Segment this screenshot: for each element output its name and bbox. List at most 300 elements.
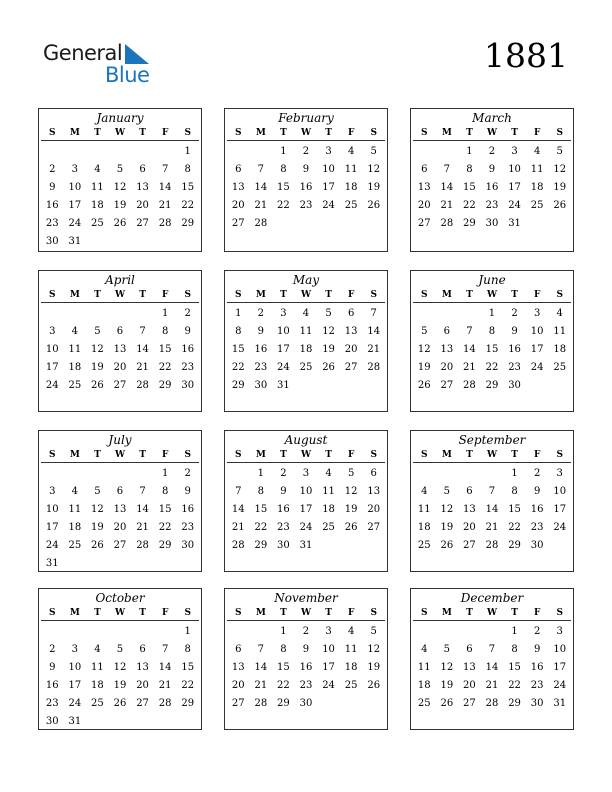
logo-general-text: General (43, 41, 123, 65)
general-blue-logo (43, 40, 153, 88)
day-cell: 30 (45, 716, 59, 727)
day-cell: 23 (485, 200, 499, 211)
day-cell: 28 (463, 380, 476, 391)
day-cell: 7 (161, 164, 169, 175)
day-cell: 26 (322, 362, 335, 373)
day-cell: 15 (508, 504, 521, 515)
day-cell: 11 (553, 326, 567, 337)
day-cell: 1 (184, 146, 191, 157)
day-cell: 5 (421, 326, 428, 337)
day-cell: 4 (94, 644, 101, 655)
day-cell: 18 (530, 182, 544, 193)
day-cell: 15 (158, 504, 172, 515)
day-cell: 28 (136, 380, 149, 391)
empty-day-cell (64, 623, 87, 641)
day-cell: 16 (508, 344, 521, 355)
day-cell: 17 (508, 182, 521, 193)
day-cell: 8 (511, 486, 518, 497)
empty-day-cell (436, 305, 459, 323)
day-cell: 13 (231, 182, 245, 193)
day-cell: 15 (508, 662, 521, 673)
weekday-label: S (556, 450, 563, 460)
day-cell: 22 (158, 362, 172, 373)
day-cell: 24 (68, 218, 82, 229)
day-cell: 7 (443, 164, 451, 175)
empty-day-cell (109, 143, 132, 161)
day-cell: 26 (91, 540, 104, 551)
day-cell: 25 (553, 362, 567, 373)
day-cell: 9 (533, 644, 541, 655)
day-cell: 27 (231, 218, 245, 229)
weekday-label: F (347, 290, 355, 300)
weekday-label: S (235, 450, 242, 460)
day-cell: 8 (235, 326, 242, 337)
day-cell: 11 (344, 644, 358, 655)
day-cell: 7 (257, 164, 265, 175)
day-cell: 1 (235, 308, 242, 319)
day-cell: 8 (488, 326, 496, 337)
day-cell: 10 (322, 644, 335, 655)
day-cell: 20 (136, 680, 149, 691)
weekday-label: F (161, 608, 169, 618)
day-cell: 19 (417, 362, 431, 373)
day-cell: 13 (440, 344, 454, 355)
day-cell: 15 (463, 182, 476, 193)
day-cell: 5 (443, 644, 451, 655)
empty-day-cell (109, 623, 132, 641)
day-cell: 18 (68, 362, 82, 373)
month-name: January (96, 111, 144, 125)
day-cell: 27 (231, 698, 245, 709)
day-cell: 3 (556, 468, 563, 479)
weekday-label: S (421, 290, 428, 300)
day-cell: 3 (280, 308, 287, 319)
day-cell: 1 (488, 308, 496, 319)
day-cell: 17 (45, 522, 59, 533)
day-cell: 13 (344, 326, 358, 337)
day-cell: 8 (257, 486, 265, 497)
day-cell: 27 (440, 380, 454, 391)
weekday-label: S (421, 450, 428, 460)
page-title-year: 1881 (484, 36, 568, 75)
weekday-label: S (370, 128, 377, 138)
day-cell: 21 (231, 522, 245, 533)
weekday-label: F (347, 608, 355, 618)
day-cell: 14 (136, 504, 149, 515)
day-cell: 9 (184, 326, 191, 337)
weekday-label: S (49, 450, 56, 460)
day-grid (413, 465, 571, 555)
weekday-label: S (235, 608, 242, 618)
weekday-label: M (441, 290, 452, 300)
day-cell: 25 (322, 522, 335, 533)
weekday-label: T (511, 128, 518, 138)
weekday-header (227, 449, 385, 463)
day-cell: 8 (161, 486, 169, 497)
weekday-label: M (69, 128, 80, 138)
day-cell: 1 (280, 626, 287, 637)
day-cell: 13 (417, 182, 431, 193)
day-cell: 16 (530, 504, 544, 515)
day-cell: 27 (344, 362, 358, 373)
day-cell: 12 (440, 662, 454, 673)
weekday-label: T (325, 128, 332, 138)
day-cell: 14 (367, 326, 381, 337)
day-cell: 5 (94, 326, 101, 337)
day-cell: 26 (440, 698, 454, 709)
day-cell: 25 (91, 698, 104, 709)
month-august (224, 430, 388, 572)
month-july (38, 430, 202, 572)
day-cell: 22 (277, 680, 290, 691)
day-cell: 10 (68, 662, 82, 673)
weekday-label: F (533, 450, 541, 460)
day-cell: 14 (231, 504, 245, 515)
month-name: December (460, 591, 524, 605)
weekday-label: W (300, 290, 312, 300)
day-cell: 12 (553, 164, 567, 175)
day-cell: 15 (485, 344, 499, 355)
day-cell: 7 (488, 644, 496, 655)
weekday-label: S (556, 608, 563, 618)
day-grid (227, 305, 385, 395)
day-cell: 1 (257, 468, 265, 479)
day-cell: 23 (181, 522, 195, 533)
day-cell: 24 (45, 380, 59, 391)
day-cell: 16 (299, 182, 313, 193)
day-cell: 11 (91, 662, 104, 673)
day-cell: 20 (113, 522, 127, 533)
day-cell: 6 (421, 164, 428, 175)
day-cell: 9 (49, 662, 56, 673)
weekday-label: S (556, 128, 563, 138)
day-cell: 9 (302, 164, 310, 175)
day-grid (413, 623, 571, 713)
empty-day-cell (436, 465, 459, 483)
day-cell: 19 (91, 362, 104, 373)
day-cell: 26 (553, 200, 567, 211)
day-cell: 29 (508, 698, 521, 709)
empty-day-cell (131, 143, 154, 161)
day-cell: 11 (530, 164, 544, 175)
weekday-label: M (441, 128, 452, 138)
day-cell: 23 (530, 522, 544, 533)
day-cell: 7 (235, 486, 242, 497)
weekday-label: S (421, 608, 428, 618)
weekday-header (413, 127, 571, 141)
day-cell: 21 (254, 680, 268, 691)
day-cell: 8 (184, 644, 191, 655)
day-cell: 27 (136, 218, 149, 229)
logo-triangle-icon (125, 44, 149, 64)
day-grid (227, 465, 385, 555)
day-cell: 19 (344, 504, 358, 515)
day-cell: 31 (277, 380, 290, 391)
day-grid (41, 623, 199, 731)
day-cell: 21 (485, 680, 499, 691)
day-cell: 28 (254, 698, 268, 709)
day-cell: 2 (533, 468, 541, 479)
month-name: July (108, 433, 132, 447)
day-cell: 31 (68, 716, 82, 727)
day-cell: 19 (322, 344, 335, 355)
weekday-label: W (300, 128, 312, 138)
day-cell: 23 (530, 680, 544, 691)
weekday-label: T (280, 290, 287, 300)
day-cell: 14 (158, 182, 172, 193)
weekday-label: S (421, 128, 428, 138)
day-cell: 4 (421, 644, 428, 655)
day-cell: 21 (463, 362, 476, 373)
month-name: June (478, 273, 506, 287)
day-cell: 6 (466, 486, 473, 497)
day-cell: 17 (68, 200, 82, 211)
day-cell: 15 (181, 662, 195, 673)
month-name: May (292, 273, 320, 287)
day-cell: 14 (254, 662, 268, 673)
day-cell: 10 (68, 182, 82, 193)
day-cell: 4 (533, 146, 541, 157)
weekday-label: T (511, 608, 518, 618)
day-cell: 23 (254, 362, 268, 373)
day-cell: 26 (113, 218, 127, 229)
empty-day-cell (227, 465, 250, 483)
weekday-label: F (161, 450, 169, 460)
day-cell: 30 (277, 540, 290, 551)
weekday-label: F (347, 128, 355, 138)
day-cell: 7 (139, 326, 146, 337)
weekday-header (41, 449, 199, 463)
day-cell: 7 (257, 644, 265, 655)
day-cell: 21 (136, 522, 149, 533)
day-cell: 22 (231, 362, 245, 373)
empty-day-cell (436, 143, 459, 161)
day-cell: 20 (113, 362, 127, 373)
day-cell: 12 (113, 662, 127, 673)
day-cell: 28 (158, 698, 172, 709)
empty-day-cell (64, 465, 87, 483)
day-cell: 21 (158, 200, 172, 211)
day-cell: 24 (45, 540, 59, 551)
day-cell: 15 (254, 504, 268, 515)
empty-day-cell (86, 623, 109, 641)
weekday-label: S (49, 290, 56, 300)
weekday-label: M (441, 450, 452, 460)
day-cell: 13 (136, 662, 149, 673)
weekday-header (41, 607, 199, 621)
weekday-label: S (49, 608, 56, 618)
day-cell: 5 (116, 644, 124, 655)
weekday-label: W (300, 608, 312, 618)
month-january (38, 108, 202, 252)
day-cell: 25 (417, 540, 431, 551)
month-name: August (284, 433, 328, 447)
day-cell: 31 (68, 236, 82, 247)
day-cell: 30 (508, 380, 521, 391)
day-cell: 17 (45, 362, 59, 373)
day-cell: 15 (158, 344, 172, 355)
weekday-label: W (114, 128, 126, 138)
weekday-label: T (94, 290, 101, 300)
day-cell: 19 (553, 182, 567, 193)
day-cell: 9 (302, 644, 310, 655)
day-cell: 8 (511, 644, 518, 655)
day-cell: 2 (302, 626, 310, 637)
empty-day-cell (131, 305, 154, 323)
day-cell: 28 (158, 218, 172, 229)
day-cell: 5 (116, 164, 124, 175)
day-cell: 15 (277, 662, 290, 673)
day-cell: 22 (485, 362, 499, 373)
empty-day-cell (436, 623, 459, 641)
day-cell: 18 (322, 504, 335, 515)
day-cell: 30 (45, 236, 59, 247)
day-cell: 29 (254, 540, 268, 551)
day-cell: 1 (161, 308, 169, 319)
day-cell: 7 (370, 308, 377, 319)
day-cell: 30 (254, 380, 268, 391)
weekday-header (227, 127, 385, 141)
day-cell: 29 (277, 698, 290, 709)
day-cell: 22 (463, 200, 476, 211)
weekday-header (41, 289, 199, 303)
day-cell: 18 (91, 200, 104, 211)
weekday-header (413, 607, 571, 621)
weekday-label: T (139, 290, 146, 300)
day-cell: 17 (553, 504, 567, 515)
empty-day-cell (481, 623, 504, 641)
day-cell: 18 (91, 680, 104, 691)
empty-day-cell (413, 143, 436, 161)
day-cell: 16 (299, 662, 313, 673)
empty-day-cell (86, 143, 109, 161)
day-cell: 7 (139, 486, 146, 497)
day-cell: 3 (49, 326, 56, 337)
day-cell: 18 (344, 182, 358, 193)
day-cell: 6 (139, 164, 146, 175)
day-cell: 23 (277, 522, 290, 533)
day-cell: 18 (417, 680, 431, 691)
day-cell: 22 (508, 522, 521, 533)
day-cell: 24 (68, 698, 82, 709)
day-cell: 23 (299, 680, 313, 691)
day-cell: 2 (49, 164, 56, 175)
empty-day-cell (86, 305, 109, 323)
day-cell: 19 (440, 680, 454, 691)
day-cell: 25 (68, 540, 82, 551)
day-cell: 25 (344, 200, 358, 211)
day-grid (413, 143, 571, 233)
day-cell: 27 (136, 698, 149, 709)
day-cell: 31 (553, 698, 567, 709)
day-cell: 10 (45, 344, 59, 355)
month-name: April (105, 273, 135, 287)
day-cell: 5 (347, 468, 355, 479)
weekday-label: M (69, 290, 80, 300)
day-cell: 13 (463, 662, 476, 673)
day-cell: 12 (344, 486, 358, 497)
day-cell: 6 (370, 468, 377, 479)
day-cell: 17 (322, 182, 335, 193)
day-cell: 16 (485, 182, 499, 193)
day-cell: 17 (277, 344, 290, 355)
empty-day-cell (109, 305, 132, 323)
weekday-label: T (466, 608, 473, 618)
day-cell: 28 (254, 218, 268, 229)
weekday-label: T (466, 290, 473, 300)
day-grid (413, 305, 571, 395)
weekday-label: M (255, 450, 266, 460)
day-cell: 17 (530, 344, 544, 355)
day-grid (41, 143, 199, 251)
month-name: October (95, 591, 145, 605)
day-cell: 4 (325, 468, 332, 479)
day-cell: 3 (556, 626, 563, 637)
day-cell: 24 (299, 522, 313, 533)
day-cell: 5 (370, 146, 377, 157)
day-cell: 29 (181, 698, 195, 709)
weekday-label: F (347, 450, 355, 460)
month-october (38, 588, 202, 730)
day-cell: 8 (280, 164, 287, 175)
weekday-label: F (161, 128, 169, 138)
day-cell: 31 (45, 558, 59, 569)
empty-day-cell (131, 623, 154, 641)
weekday-label: S (49, 128, 56, 138)
day-cell: 30 (530, 698, 544, 709)
day-cell: 2 (511, 308, 518, 319)
weekday-label: F (533, 128, 541, 138)
day-cell: 24 (277, 362, 290, 373)
day-cell: 30 (299, 698, 313, 709)
weekday-label: T (511, 450, 518, 460)
weekday-label: M (255, 608, 266, 618)
day-cell: 20 (231, 680, 245, 691)
day-cell: 14 (136, 344, 149, 355)
day-cell: 21 (158, 680, 172, 691)
day-cell: 21 (367, 344, 381, 355)
day-cell: 25 (68, 380, 82, 391)
day-cell: 1 (280, 146, 287, 157)
empty-day-cell (250, 623, 273, 641)
weekday-label: T (94, 450, 101, 460)
day-cell: 25 (344, 680, 358, 691)
day-cell: 13 (113, 344, 127, 355)
day-cell: 2 (184, 468, 191, 479)
day-cell: 20 (463, 522, 476, 533)
day-cell: 28 (136, 540, 149, 551)
day-cell: 19 (367, 182, 381, 193)
day-cell: 3 (325, 146, 332, 157)
day-cell: 4 (302, 308, 310, 319)
day-cell: 17 (68, 680, 82, 691)
weekday-label: T (139, 450, 146, 460)
day-cell: 22 (158, 522, 172, 533)
day-cell: 9 (511, 326, 518, 337)
weekday-label: T (139, 608, 146, 618)
day-cell: 25 (417, 698, 431, 709)
day-cell: 13 (113, 504, 127, 515)
day-cell: 31 (508, 218, 521, 229)
empty-day-cell (109, 465, 132, 483)
day-cell: 18 (344, 662, 358, 673)
day-cell: 14 (463, 344, 476, 355)
day-cell: 21 (136, 362, 149, 373)
day-cell: 12 (367, 164, 381, 175)
day-cell: 27 (463, 540, 476, 551)
weekday-label: W (114, 608, 126, 618)
day-cell: 18 (299, 344, 313, 355)
